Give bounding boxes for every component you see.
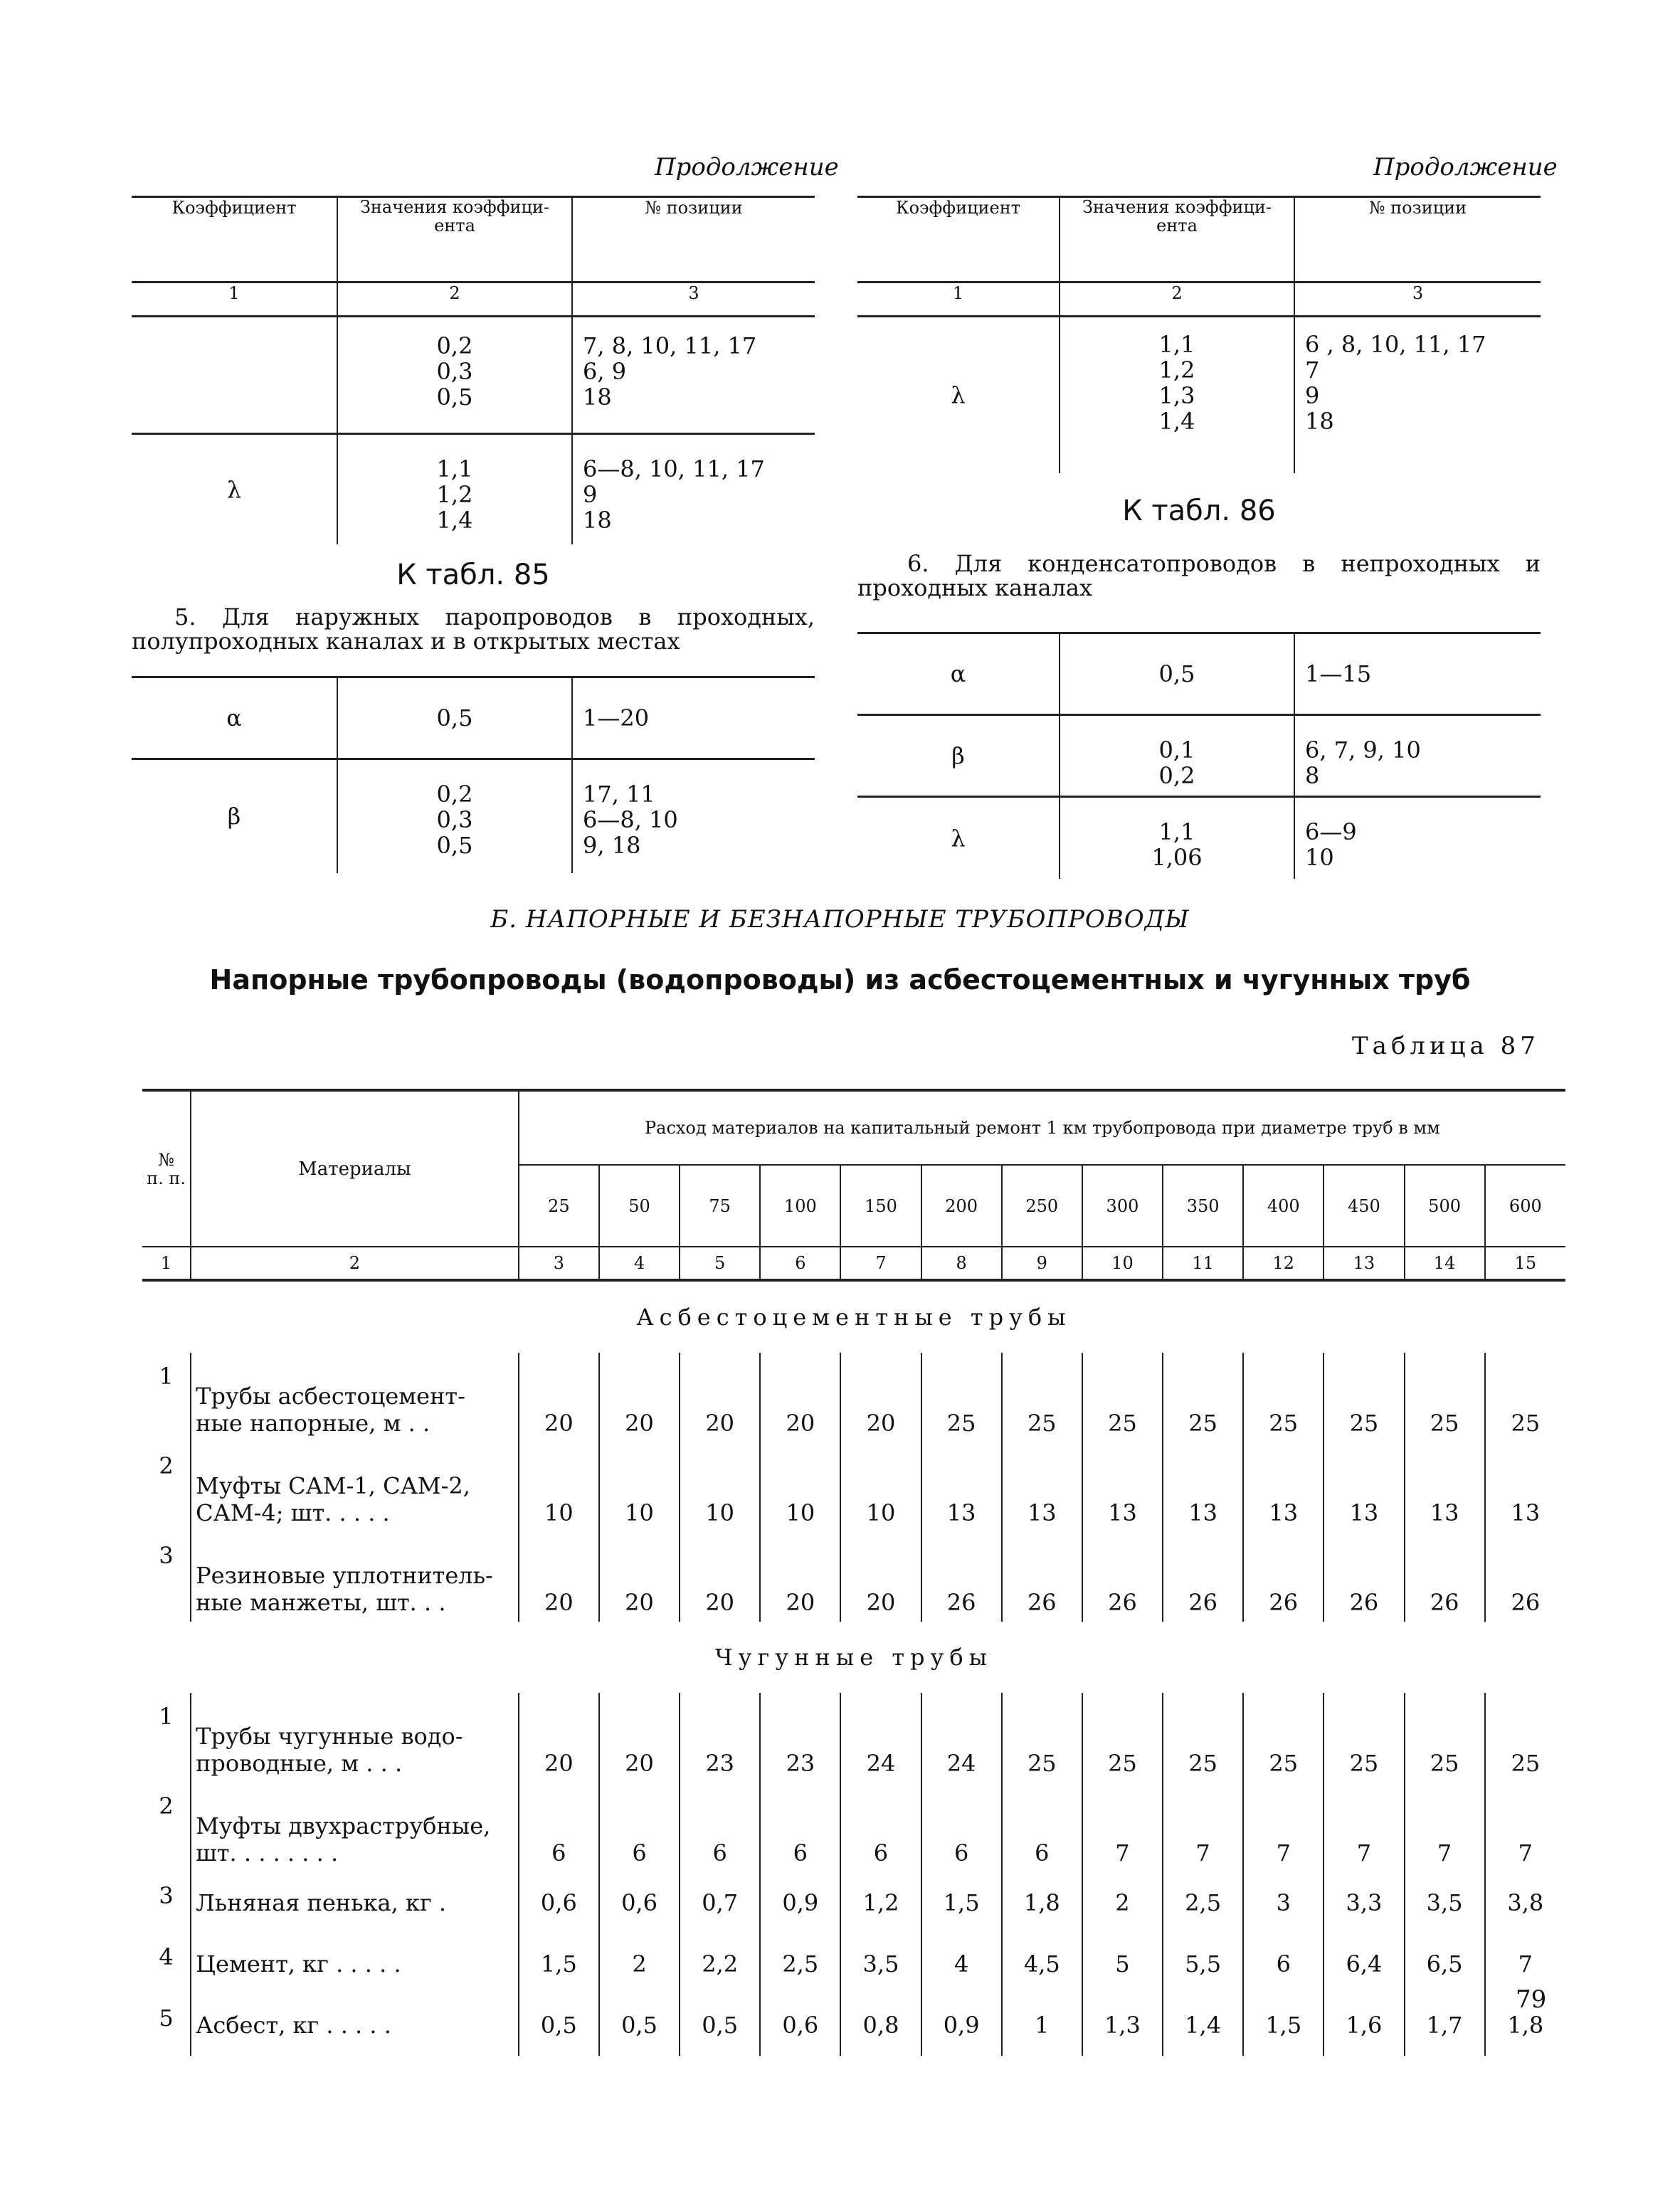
table-row bbox=[142, 1995, 1565, 2056]
material-name: Трубы асбестоцемент- ные напорные, м . . bbox=[191, 1353, 519, 1442]
value-cell: 25 bbox=[1405, 1353, 1485, 1442]
k85-title: К табл. 85 bbox=[396, 559, 550, 591]
value-cell: 25 bbox=[1243, 1353, 1324, 1442]
value-cell: 13 bbox=[1485, 1442, 1565, 1532]
value-cell: 7 bbox=[1324, 1783, 1404, 1872]
colnum: 3 bbox=[1294, 283, 1541, 317]
header-no: № п. п. bbox=[147, 1149, 186, 1188]
value-cell: 7 bbox=[1163, 1783, 1243, 1872]
value-cell: 10 bbox=[840, 1442, 921, 1532]
value-cell: 5,5 bbox=[1163, 1933, 1243, 1995]
table-row bbox=[142, 1783, 1565, 1872]
value-cell: 25 bbox=[1324, 1693, 1404, 1783]
coef-cell: β bbox=[227, 803, 241, 830]
coef-cell: β bbox=[951, 742, 965, 769]
value-cell: 0,1 0,2 bbox=[1060, 715, 1294, 797]
value-cell: 20 bbox=[680, 1532, 760, 1622]
value-cell: 0,6 bbox=[519, 1872, 599, 1933]
value-cell: 7 bbox=[1485, 1933, 1565, 1995]
value-cell: 6 bbox=[680, 1783, 760, 1872]
k85-note: 5. Для наружных паропроводов в проходных, полупроходных каналах и в открытых местах bbox=[132, 603, 815, 655]
value-cell: 23 bbox=[680, 1693, 760, 1783]
coef-cell: α bbox=[226, 704, 242, 732]
colnum: 4 bbox=[599, 1247, 680, 1280]
header-value: Значения коэффици- ента bbox=[1060, 197, 1294, 283]
header-materials: Материалы bbox=[191, 1090, 519, 1247]
colnum: 13 bbox=[1324, 1247, 1404, 1280]
value-cell: 25 bbox=[1324, 1353, 1404, 1442]
value-cell: 13 bbox=[1163, 1442, 1243, 1532]
value-cell: 0,5 bbox=[337, 677, 572, 759]
value-cell: 20 bbox=[519, 1693, 599, 1783]
colnum: 1 bbox=[142, 1247, 191, 1280]
value-cell: 3,8 bbox=[1485, 1872, 1565, 1933]
value-cell: 4,5 bbox=[1002, 1933, 1082, 1995]
value-cell: 26 bbox=[1243, 1532, 1324, 1622]
material-name: Асбест, кг . . . . . bbox=[191, 1995, 519, 2056]
group-title: Асбестоцементные трубы bbox=[636, 1304, 1072, 1331]
coef-cell: λ bbox=[226, 475, 242, 503]
colnum: 10 bbox=[1082, 1247, 1163, 1280]
table-row bbox=[142, 1693, 1565, 1783]
diameter-cell: 25 bbox=[519, 1165, 599, 1247]
value-cell: 26 bbox=[1405, 1532, 1485, 1622]
table-label: Таблица 87 bbox=[1352, 1032, 1540, 1060]
value-cell: 20 bbox=[519, 1353, 599, 1442]
value-cell: 20 bbox=[599, 1353, 680, 1442]
value-cell: 1,5 bbox=[1243, 1995, 1324, 2056]
value-cell: 20 bbox=[760, 1532, 840, 1622]
value-cell: 26 bbox=[1163, 1532, 1243, 1622]
value-cell: 0,6 bbox=[760, 1995, 840, 2056]
header-position: № позиции bbox=[572, 197, 815, 283]
k86-table bbox=[857, 632, 1541, 879]
coef-cell: λ bbox=[951, 824, 966, 852]
value-cell: 10 bbox=[680, 1442, 760, 1532]
colnum: 3 bbox=[519, 1247, 599, 1280]
material-name: Резиновые уплотнитель- ные манжеты, шт. . . bbox=[191, 1532, 519, 1622]
table-row bbox=[142, 1532, 1565, 1622]
value-cell: 25 bbox=[921, 1353, 1002, 1442]
value-cell: 2 bbox=[599, 1933, 680, 1995]
colnum: 1 bbox=[952, 283, 964, 303]
value-cell: 20 bbox=[519, 1532, 599, 1622]
material-name: Трубы чугунные водо- проводные, м . . . bbox=[191, 1693, 519, 1783]
header-coef: Коэффициент bbox=[896, 198, 1020, 218]
diameter-cell: 75 bbox=[680, 1165, 760, 1247]
value-cell: 2,5 bbox=[1163, 1872, 1243, 1933]
diameter-cell: 50 bbox=[599, 1165, 680, 1247]
value-cell: 25 bbox=[1163, 1693, 1243, 1783]
value-cell: 3,5 bbox=[840, 1933, 921, 1995]
diameter-cell: 200 bbox=[921, 1165, 1002, 1247]
diameter-cell: 150 bbox=[840, 1165, 921, 1247]
header-coef: Коэффициент bbox=[171, 198, 297, 218]
colnum: 3 bbox=[572, 283, 815, 317]
position-cell: 6—9 10 bbox=[1294, 797, 1541, 879]
value-cell: 26 bbox=[1082, 1532, 1163, 1622]
right-coef-table bbox=[857, 196, 1541, 473]
value-cell: 2 bbox=[1082, 1872, 1163, 1933]
colnum: 5 bbox=[680, 1247, 760, 1280]
value-cell: 1,1 1,2 1,3 1,4 bbox=[1060, 317, 1294, 473]
value-cell: 0,5 bbox=[599, 1995, 680, 2056]
colnum: 2 bbox=[337, 283, 572, 317]
value-cell: 13 bbox=[1324, 1442, 1404, 1532]
value-cell: 24 bbox=[921, 1693, 1002, 1783]
value-cell: 1,3 bbox=[1082, 1995, 1163, 2056]
material-name: Льняная пенька, кг . bbox=[191, 1872, 519, 1933]
header-value: Значения коэффици- ента bbox=[337, 197, 572, 283]
value-cell: 0,2 0,3 0,5 bbox=[337, 759, 572, 873]
value-cell: 6 bbox=[1243, 1933, 1324, 1995]
value-cell: 25 bbox=[1082, 1693, 1163, 1783]
value-cell: 7 bbox=[1485, 1783, 1565, 1872]
value-cell: 26 bbox=[1324, 1532, 1404, 1622]
value-cell: 25 bbox=[1082, 1353, 1163, 1442]
colnum: 6 bbox=[760, 1247, 840, 1280]
value-cell: 20 bbox=[760, 1353, 840, 1442]
position-cell: 1—15 bbox=[1294, 633, 1541, 715]
value-cell: 20 bbox=[599, 1532, 680, 1622]
left-coef-table bbox=[132, 196, 815, 544]
value-cell: 25 bbox=[1405, 1693, 1485, 1783]
coef-cell: λ bbox=[951, 381, 966, 409]
value-cell: 23 bbox=[760, 1693, 840, 1783]
row-number: 3 bbox=[159, 1542, 174, 1569]
value-cell: 2,5 bbox=[760, 1933, 840, 1995]
table-row bbox=[142, 1872, 1565, 1933]
row-number: 1 bbox=[159, 1703, 174, 1730]
diameter-cell: 350 bbox=[1163, 1165, 1243, 1247]
coef-cell: α bbox=[950, 660, 966, 687]
material-name: Муфты САМ-1, САМ-2, САМ-4; шт. . . . . bbox=[191, 1442, 519, 1532]
value-cell: 25 bbox=[1002, 1353, 1082, 1442]
value-cell: 7 bbox=[1082, 1783, 1163, 1872]
value-cell: 1,7 bbox=[1405, 1995, 1485, 2056]
value-cell: 13 bbox=[921, 1442, 1002, 1532]
position-cell: 17, 11 6—8, 10 9, 18 bbox=[572, 759, 815, 873]
k86-note: 6. Для конденсатопроводов в непроходных и проходных каналах bbox=[857, 550, 1541, 601]
value-cell: 6 bbox=[1002, 1783, 1082, 1872]
row-number: 5 bbox=[159, 2005, 174, 2032]
value-cell: 13 bbox=[1082, 1442, 1163, 1532]
value-cell: 0,7 bbox=[680, 1872, 760, 1933]
value-cell: 5 bbox=[1082, 1933, 1163, 1995]
diameter-cell: 100 bbox=[760, 1165, 840, 1247]
value-cell: 6 bbox=[921, 1783, 1002, 1872]
diameter-cell: 400 bbox=[1243, 1165, 1324, 1247]
position-cell: 1—20 bbox=[572, 677, 815, 759]
table-row bbox=[142, 1933, 1565, 1995]
value-cell: 3,3 bbox=[1324, 1872, 1404, 1933]
table-row bbox=[142, 1353, 1565, 1442]
position-cell: 6 , 8, 10, 11, 17 7 9 18 bbox=[1294, 317, 1541, 473]
k85-table bbox=[132, 676, 815, 873]
value-cell: 0,5 bbox=[680, 1995, 760, 2056]
value-cell: 7 bbox=[1405, 1783, 1485, 1872]
value-cell: 10 bbox=[599, 1442, 680, 1532]
value-cell: 1,1 1,2 1,4 bbox=[337, 434, 572, 544]
value-cell: 25 bbox=[1485, 1353, 1565, 1442]
diameter-cell: 450 bbox=[1324, 1165, 1404, 1247]
value-cell: 6 bbox=[840, 1783, 921, 1872]
position-cell: 6—8, 10, 11, 17 9 18 bbox=[572, 434, 815, 544]
value-cell: 25 bbox=[1002, 1693, 1082, 1783]
row-number: 1 bbox=[159, 1363, 174, 1390]
row-number: 4 bbox=[159, 1943, 174, 1970]
value-cell: 1,2 bbox=[840, 1872, 921, 1933]
row-number: 2 bbox=[159, 1792, 174, 1820]
value-cell: 26 bbox=[1002, 1532, 1082, 1622]
value-cell: 13 bbox=[1243, 1442, 1324, 1532]
value-cell: 1,6 bbox=[1324, 1995, 1404, 2056]
value-cell: 1 bbox=[1002, 1995, 1082, 2056]
table-row bbox=[142, 1442, 1565, 1532]
header-position: № позиции bbox=[1294, 197, 1541, 283]
value-cell: 0,5 bbox=[1060, 633, 1294, 715]
value-cell: 0,9 bbox=[921, 1995, 1002, 2056]
row-number: 3 bbox=[159, 1882, 174, 1909]
value-cell: 6,4 bbox=[1324, 1933, 1404, 1995]
position-cell: 7, 8, 10, 11, 17 6, 9 18 bbox=[572, 317, 815, 434]
value-cell: 20 bbox=[599, 1693, 680, 1783]
k86-title: К табл. 86 bbox=[1122, 495, 1276, 527]
diameter-cell: 600 bbox=[1485, 1165, 1565, 1247]
value-cell: 2,2 bbox=[680, 1933, 760, 1995]
continuation-label-left: Продолжение bbox=[655, 153, 839, 181]
value-cell: 1,4 bbox=[1163, 1995, 1243, 2056]
diameter-cell: 300 bbox=[1082, 1165, 1163, 1247]
value-cell: 25 bbox=[1485, 1693, 1565, 1783]
value-cell: 4 bbox=[921, 1933, 1002, 1995]
page-number: 79 bbox=[1516, 1985, 1547, 2014]
material-name: Муфты двухраструбные, шт. . . . . . . . bbox=[191, 1783, 519, 1872]
colnum: 2 bbox=[191, 1247, 519, 1280]
value-cell: 25 bbox=[1163, 1353, 1243, 1442]
value-cell: 3 bbox=[1243, 1872, 1324, 1933]
colnum: 2 bbox=[1060, 283, 1294, 317]
position-cell: 6, 7, 9, 10 8 bbox=[1294, 715, 1541, 797]
section-title: Б. НАПОРНЫЕ И БЕЗНАПОРНЫЕ ТРУБОПРОВОДЫ bbox=[490, 905, 1190, 934]
value-cell: 0,8 bbox=[840, 1995, 921, 2056]
colnum: 14 bbox=[1405, 1247, 1485, 1280]
main-title: Напорные трубопроводы (водопроводы) из асбестоцементных и чугунных труб bbox=[209, 964, 1471, 996]
value-cell: 26 bbox=[921, 1532, 1002, 1622]
colnum: 9 bbox=[1002, 1247, 1082, 1280]
value-cell: 0,2 0,3 0,5 bbox=[337, 317, 572, 434]
value-cell: 0,9 bbox=[760, 1872, 840, 1933]
value-cell: 13 bbox=[1002, 1442, 1082, 1532]
value-cell: 20 bbox=[840, 1353, 921, 1442]
material-name: Цемент, кг . . . . . bbox=[191, 1933, 519, 1995]
colnum: 7 bbox=[840, 1247, 921, 1280]
value-cell: 6 bbox=[519, 1783, 599, 1872]
value-cell: 24 bbox=[840, 1693, 921, 1783]
value-cell: 1,5 bbox=[921, 1872, 1002, 1933]
value-cell: 6 bbox=[760, 1783, 840, 1872]
row-number: 2 bbox=[159, 1452, 174, 1479]
value-cell: 6,5 bbox=[1405, 1933, 1485, 1995]
value-cell: 7 bbox=[1243, 1783, 1324, 1872]
value-cell: 26 bbox=[1485, 1532, 1565, 1622]
value-cell: 1,8 bbox=[1485, 1995, 1565, 2056]
group-title: Чугунные трубы bbox=[714, 1644, 993, 1671]
colnum: 11 bbox=[1163, 1247, 1243, 1280]
value-cell: 0,6 bbox=[599, 1872, 680, 1933]
value-cell: 3,5 bbox=[1405, 1872, 1485, 1933]
value-cell: 20 bbox=[840, 1532, 921, 1622]
diameter-cell: 500 bbox=[1405, 1165, 1485, 1247]
table-87 bbox=[142, 1089, 1565, 2056]
value-cell: 1,8 bbox=[1002, 1872, 1082, 1933]
value-cell: 20 bbox=[680, 1353, 760, 1442]
colnum: 1 bbox=[228, 283, 240, 303]
colnum: 12 bbox=[1243, 1247, 1324, 1280]
coef-cell bbox=[132, 317, 337, 434]
value-cell: 1,5 bbox=[519, 1933, 599, 1995]
value-cell: 13 bbox=[1405, 1442, 1485, 1532]
colnum-row bbox=[142, 1247, 1565, 1280]
colnum: 8 bbox=[921, 1247, 1002, 1280]
header-span: Расход материалов на капитальный ремонт 1 км трубопровода при диаметре труб в мм bbox=[519, 1090, 1565, 1165]
continuation-label-right: Продолжение bbox=[1373, 153, 1558, 181]
value-cell: 10 bbox=[760, 1442, 840, 1532]
value-cell: 25 bbox=[1243, 1693, 1324, 1783]
value-cell: 0,5 bbox=[519, 1995, 599, 2056]
diameter-cell: 250 bbox=[1002, 1165, 1082, 1247]
value-cell: 6 bbox=[599, 1783, 680, 1872]
colnum: 15 bbox=[1485, 1247, 1565, 1280]
value-cell: 1,1 1,06 bbox=[1060, 797, 1294, 879]
value-cell: 10 bbox=[519, 1442, 599, 1532]
